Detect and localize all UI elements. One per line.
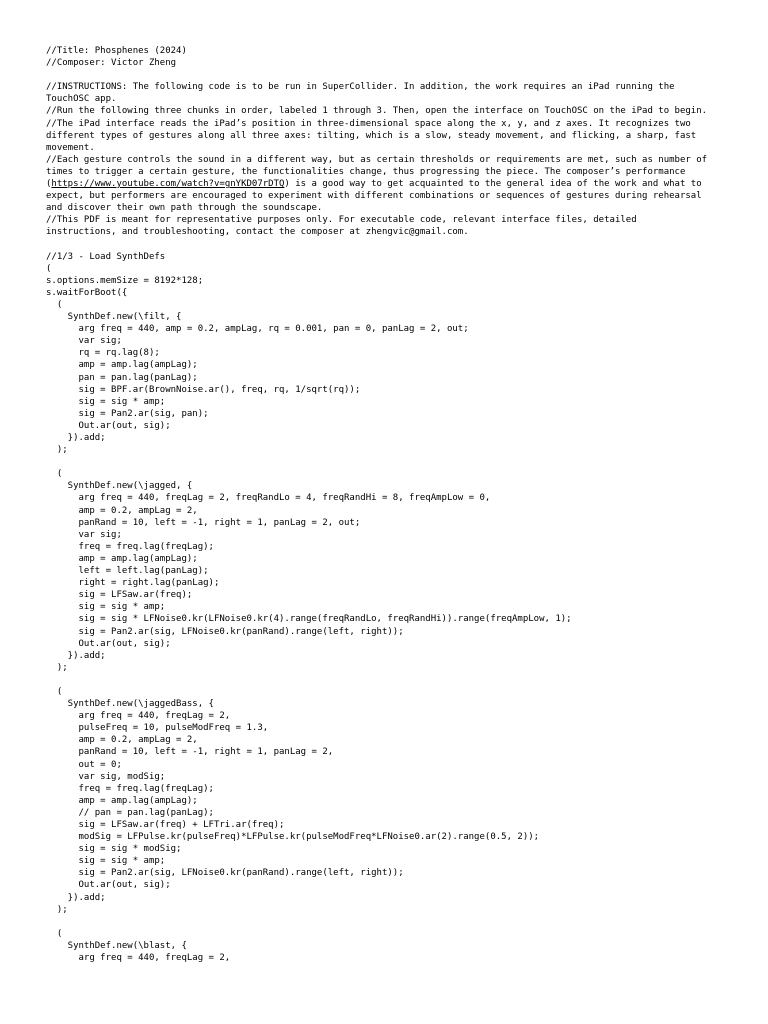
code-line: s.waitForBoot({ — [46, 287, 128, 298]
instructions-line: instructions, and troubleshooting, contact the composer at zhengvic@gmail.com. — [46, 227, 469, 238]
code-line: left = left.lag(panLag); — [46, 566, 209, 577]
composer-comment: //Composer: Victor Zheng — [46, 58, 177, 69]
spacer — [46, 239, 758, 251]
code-line: Out.ar(out, sig); — [46, 880, 171, 891]
code-line: SynthDef.new(\jagged, { — [46, 481, 193, 492]
code-line: }).add; — [46, 433, 106, 443]
code-line: pan = pan.lag(panLag); — [46, 372, 198, 383]
code-line: ); — [46, 445, 68, 456]
title-comment: //Title: Phosphenes (2024) — [46, 46, 187, 56]
code-line: arg freq = 440, freqLag = 2, freqRandLo = 4, freqRandHi = 8, freqAmpLow = 0, — [46, 493, 491, 504]
code-line: ( — [46, 263, 52, 274]
code-line: Out.ar(out, sig); — [46, 420, 171, 431]
code-line: ( — [46, 686, 63, 697]
code-line: freq = freq.lag(freqLag); — [46, 541, 214, 552]
code-line: arg freq = 440, amp = 0.2, ampLag, rq = 0.001, pan = 0, panLag = 2, out; — [46, 324, 469, 335]
code-line: //1/3 - Load SynthDefs — [46, 251, 166, 262]
code-line: amp = amp.lag(ampLag); — [46, 360, 198, 371]
code-line: sig = sig * amp; — [46, 856, 166, 867]
code-line: amp = amp.lag(ampLag); — [46, 795, 198, 806]
code-line: arg freq = 440, freqLag = 2, — [46, 711, 231, 722]
code-line: sig = BPF.ar(BrownNoise.ar(), freq, rq, 1/sqrt(rq)); — [46, 384, 361, 395]
code-line: amp = 0.2, ampLag = 2, — [46, 505, 198, 516]
instructions-line: TouchOSC app. — [46, 94, 117, 105]
code-line: rq = rq.lag(8); — [46, 348, 160, 359]
instructions-line: //Run the following three chunks in order, labeled 1 through 3. Then, open the interface on TouchOSC on the iPad to begin. — [46, 106, 708, 117]
spacer — [46, 916, 758, 928]
instructions-line: //INSTRUCTIONS: The following code is to be run in SuperCollider. In addition, the work requires an iPad running the — [46, 82, 675, 93]
code-line: SynthDef.new(\filt, { — [46, 312, 182, 323]
instructions-line: expect, but performers are encouraged to experiment with different combinations or sequences of gestures during rehearsal — [46, 191, 702, 202]
code-line: sig = sig * amp; — [46, 602, 166, 613]
code-line: Out.ar(out, sig); — [46, 638, 171, 649]
code-line: arg freq = 440, freqLag = 2, — [46, 953, 231, 964]
code-line: var sig; — [46, 529, 122, 540]
code-line: var sig, modSig; — [46, 771, 166, 782]
code-line: amp = 0.2, ampLag = 2, — [46, 735, 198, 746]
instructions-line: times to trigger a certain gesture, the functionalities change, thus progressing the piece. The composer’s performance — [46, 166, 686, 177]
code-line: sig = sig * amp; — [46, 396, 166, 407]
code-line: SynthDef.new(\jaggedBass, { — [46, 699, 214, 710]
instructions-line: movement. — [46, 142, 95, 153]
code-line: freq = freq.lag(freqLag); — [46, 783, 214, 794]
instructions-line: //The iPad interface reads the iPad’s position in three-dimensional space along the x, y, and z axes. It recognizes two — [46, 118, 691, 129]
instructions-line: and discover their own path through the soundscape. — [46, 203, 323, 214]
code-line: right = right.lag(panLag); — [46, 578, 220, 589]
paren-open: ( — [46, 179, 52, 190]
code-line: pulseFreq = 10, pulseModFreq = 1.3, — [46, 723, 269, 734]
code-line: s.options.memSize = 8192*128; — [46, 275, 204, 286]
code-line: SynthDef.new(\blast, { — [46, 940, 187, 951]
performance-video-link[interactable]: https://www.youtube.com/watch?v=gnYKD07rDTQ — [51, 179, 285, 190]
code-line: amp = amp.lag(ampLag); — [46, 553, 198, 564]
code-line: ( — [46, 299, 63, 310]
instructions-line: //This PDF is meant for representative purposes only. For executable code, relevant interface files, detailed — [46, 215, 637, 226]
code-line: sig = sig * LFNoise0.kr(LFNoise0.kr(4).range(freqRandLo, freqRandHi)).range(freqAmpLow, 1); — [46, 614, 572, 625]
code-line: modSig = LFPulse.kr(pulseFreq)*LFPulse.kr(pulseModFreq*LFNoise0.ar(2).range(0.5, 2)); — [46, 832, 540, 843]
code-line: ); — [46, 662, 68, 673]
link-trailing-text: ) is a good way to get acquainted to the general idea of the work and what to — [284, 179, 702, 190]
code-line: ( — [46, 469, 63, 480]
code-line: sig = Pan2.ar(sig, pan); — [46, 408, 209, 419]
instructions-line-with-link — [46, 178, 758, 190]
instructions-line: //Each gesture controls the sound in a different way, but as certain thresholds or requirements are met, such as number of — [46, 154, 708, 165]
code-line: }).add; — [46, 650, 106, 661]
code-line: sig = LFSaw.ar(freq) + LFTri.ar(freq); — [46, 820, 285, 830]
code-line: sig = sig * modSig; — [46, 844, 182, 855]
instructions-line: different types of gestures along all three axes: tilting, which is a slow, steady movement, and flicking, a sharp, fast — [46, 130, 697, 141]
code-line: ( — [46, 928, 63, 939]
spacer — [46, 456, 758, 468]
code-line: panRand = 10, left = -1, right = 1, panLag = 2, — [46, 747, 334, 758]
code-line: }).add; — [46, 892, 106, 903]
code-line: panRand = 10, left = -1, right = 1, panLag = 2, out; — [46, 517, 361, 528]
spacer — [46, 674, 758, 686]
code-line: var sig; — [46, 336, 122, 347]
code-line: sig = LFSaw.ar(freq); — [46, 590, 193, 601]
code-line: sig = Pan2.ar(sig, LFNoise0.kr(panRand).range(left, right)); — [46, 868, 404, 879]
spacer — [46, 69, 758, 81]
code-line: out = 0; — [46, 759, 122, 770]
code-line: sig = Pan2.ar(sig, LFNoise0.kr(panRand).range(left, right)); — [46, 626, 404, 637]
code-line: ); — [46, 904, 68, 915]
code-line: // pan = pan.lag(panLag); — [46, 807, 214, 818]
code-block — [46, 251, 758, 965]
